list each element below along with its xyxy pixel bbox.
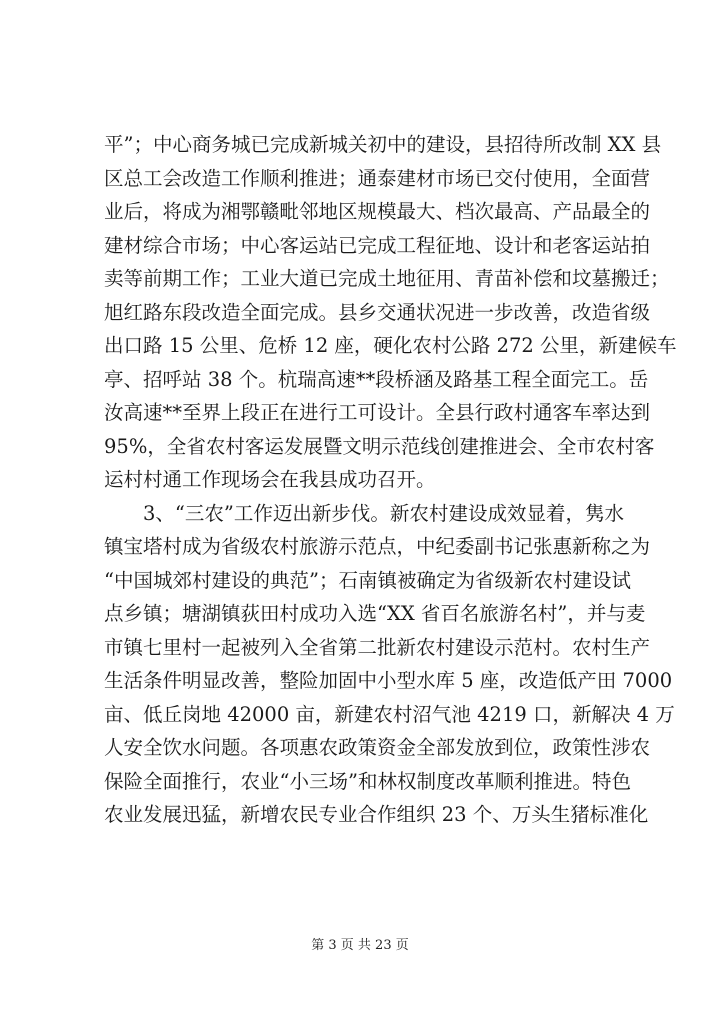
text-line: 旭红路东段改造全面完成。县乡交通状况进一步改善，改造省级 [104,300,651,324]
paragraph [104,128,677,497]
text-line: 农业发展迅猛，新增农民专业合作组织 23 个、万头生猪标准化 [104,803,649,826]
text-line: “中国城郊村建设的典范”；石南镇被确定为省级新农村建设试 [104,568,631,592]
text-line: 亩、低丘岗地 42000 亩，新建农村沼气池 4219 口，新解决 4 万 [104,702,675,726]
text-line: 3、“三农”工作迈出新步伐。新农村建设成效显着，隽水 [143,501,624,525]
text-line: 建材综合市场；中心客运站已完成工程征地、设计和老客运站拍 [104,233,651,257]
text-line: 点乡镇；塘湖镇荻田村成功入选“XX 省百名旅游名村”，并与麦 [104,602,646,625]
text-line: 95%，全省农村客运发展暨文明示范线创建推进会、全市农村客 [104,434,655,458]
page-number: 第 3 页 共 23 页 [311,938,409,953]
text-line: 市镇七里村一起被列入全省第二批新农村建设示范村。农村生产 [104,635,651,659]
text-line: 卖等前期工作；工业大道已完成土地征用、青苗补偿和坟墓搬迁； [104,267,670,290]
text-line: 亭、招呼站 38 个。杭瑞高速**段桥涵及路基工程全面完工。岳 [104,367,649,391]
text-line: 镇宝塔村成为省级农村旅游示范点，中纪委副书记张惠新称之为 [104,535,651,558]
text-line: 出口路 15 公里、危桥 12 座，硬化农村公路 272 公里，新建候车 [104,334,677,357]
text-line: 运村村通工作现场会在我县成功召开。 [104,468,436,491]
text-line: 平”；中心商务城已完成新城关初中的建设，县招待所改制 XX 县 [104,133,662,156]
text-line: 汝高速**至界上段正在进行工可设计。全县行政村通客车率达到 [104,401,651,424]
text-line: 区总工会改造工作顺利推进；通泰建材市场已交付使用，全面营 [104,166,651,190]
paragraph [104,497,675,832]
text-line: 生活条件明显改善，整险加固中小型水库 5 座，改造低产田 7000 [104,669,673,692]
text-line: 业后，将成为湘鄂赣毗邻地区规模最大、档次最高、产品最全的 [104,200,651,223]
text-line: 保险全面推行，农业“小三场”和林权制度改革顺利推进。特色 [104,769,631,793]
text-line: 人安全饮水问题。各项惠农政策资金全部发放到位，政策性涉农 [104,736,651,759]
document-body [104,128,677,832]
